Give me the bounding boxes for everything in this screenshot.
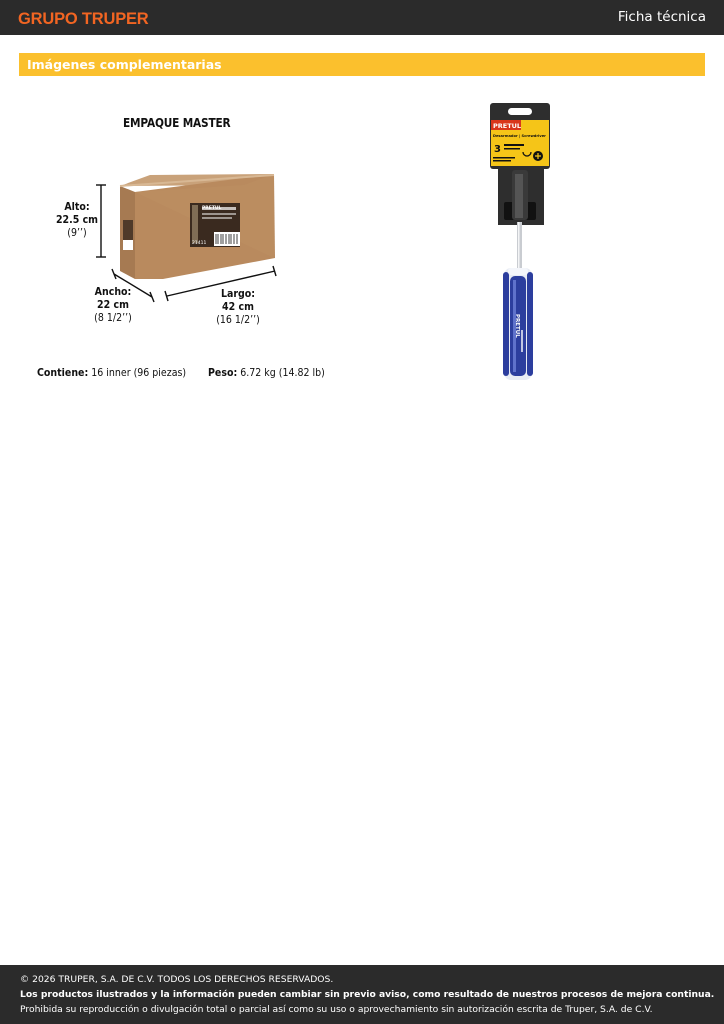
height-label: Alto: bbox=[64, 201, 90, 213]
length-imperial: (16 1/2’’) bbox=[216, 314, 260, 326]
card-size-label: 3 bbox=[494, 144, 501, 155]
height-dimension bbox=[55, 201, 100, 240]
length-label: Largo: bbox=[220, 288, 256, 300]
weight-spec bbox=[208, 367, 325, 379]
handle-brand-label: PRETUL bbox=[514, 314, 520, 338]
width-dimension bbox=[91, 286, 136, 325]
width-imperial: (8 1/2’’) bbox=[94, 312, 132, 324]
box-code-label: 21411 bbox=[192, 241, 207, 246]
card-brand-label: PRETUL bbox=[493, 122, 522, 130]
box-brand-label: PRETUL bbox=[202, 206, 222, 211]
document-type: Ficha técnica bbox=[617, 9, 706, 25]
contains-value: 16 inner (96 piezas) bbox=[91, 367, 187, 379]
length-dimension bbox=[213, 288, 263, 327]
master-pack-title: EMPAQUE MASTER bbox=[123, 116, 231, 130]
footer bbox=[0, 965, 724, 1024]
height-imperial: (9’’) bbox=[67, 227, 87, 239]
footer-copyright: © 2026 TRUPER, S.A. DE C.V. TODOS LOS DERECHOS RESERVADOS. bbox=[20, 974, 334, 985]
weight-value: 6.72 kg (14.82 lb) bbox=[240, 367, 325, 379]
width-label: Ancho: bbox=[94, 286, 132, 298]
contains-label: Contiene: bbox=[37, 367, 89, 379]
weight-label: Peso: bbox=[208, 367, 238, 379]
footer-notice: Los productos ilustrados y la información pueden cambiar sin previo aviso, como resultado de nuestros procesos de mejora continua. bbox=[20, 989, 715, 1000]
screwdriver-product-image bbox=[480, 100, 560, 385]
section-title: Imágenes complementarias bbox=[27, 57, 222, 72]
height-metric: 22.5 cm bbox=[55, 214, 99, 226]
brand-logo: GRUPO TRUPER bbox=[18, 10, 149, 28]
length-metric: 42 cm bbox=[222, 301, 254, 313]
width-metric: 22 cm bbox=[97, 299, 129, 311]
footer-legal: Prohibida su reproducción o divulgación total o parcial así como su uso o aprovechamiento sin autorización escrita de Truper, S.A. de C.V. bbox=[20, 1004, 653, 1015]
contains-spec bbox=[37, 367, 186, 379]
section-header bbox=[19, 53, 705, 76]
card-product-name: Desarmador | Screwdriver bbox=[493, 134, 546, 138]
master-pack-panel bbox=[30, 108, 330, 398]
header-bar bbox=[0, 0, 724, 35]
